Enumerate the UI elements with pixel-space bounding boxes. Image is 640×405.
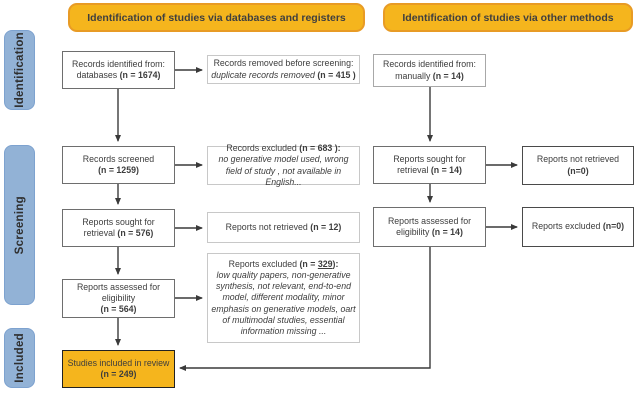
reports-assessed-line1: Reports assessed for — [76, 281, 161, 292]
right-excluded-count: (n=0) — [602, 221, 625, 232]
header-other-methods: Identification of studies via other methods — [383, 3, 633, 32]
studies-included-line1: Studies included in review — [67, 357, 170, 368]
right-reports-assessed-count: (n = 14) — [431, 227, 463, 237]
records-screened-count: (n = 1259) — [98, 165, 139, 175]
reports-assessed-box — [62, 279, 175, 318]
right-reports-sought-line2: retrieval — [397, 165, 431, 175]
right-not-retrieved-count: (n=0) — [567, 165, 589, 176]
records-removed-line1: Records removed before screening: — [213, 58, 354, 69]
reports-assessed-count: (n = 564) — [100, 304, 137, 315]
stage-screening-label: Screening — [13, 195, 26, 255]
records-excluded-reasons: no generative model used, wrong field of study , not available in English... — [218, 154, 349, 187]
records-identified-databases-box — [62, 51, 175, 89]
records-removed-box — [207, 55, 360, 84]
right-reports-assessed-line2: eligibility — [396, 227, 432, 237]
right-reports-sought-box — [373, 146, 486, 184]
reports-excluded-count-num: 329 — [317, 258, 333, 269]
reports-sought-line2: retrieval — [83, 228, 118, 238]
stage-screening — [4, 145, 35, 305]
manual-identified-line1: Records identified from: — [383, 59, 476, 70]
reports-not-retrieved-count: (n = 12) — [310, 221, 342, 232]
header-databases-registers: Identification of studies via databases and registers — [68, 3, 365, 32]
right-not-retrieved-label: Reports not retrieved — [536, 154, 620, 165]
reports-excluded-count-post: ): — [332, 258, 339, 269]
reports-sought-box — [62, 209, 175, 247]
reports-excluded-label: Reports excluded — [228, 258, 300, 269]
reports-sought-line1: Reports sought for — [82, 216, 155, 227]
records-excluded-count: (n = 683 ): — [299, 143, 341, 153]
stage-included-label: Included — [13, 333, 26, 383]
right-reports-sought-count: (n = 14) — [430, 165, 462, 175]
reports-excluded-box — [207, 253, 360, 343]
records-removed-reason: duplicate records removed — [211, 69, 318, 80]
stage-identification-label: Identification — [13, 32, 26, 108]
records-screened-box — [62, 146, 175, 184]
studies-included-count: (n = 249) — [100, 369, 137, 379]
right-excluded-label: Reports excluded — [531, 221, 603, 232]
records-excluded-box — [207, 143, 360, 187]
reports-not-retrieved-box — [207, 212, 360, 243]
right-reports-not-retrieved-box — [522, 146, 634, 185]
records-screened-line1: Records screened — [82, 153, 155, 164]
studies-included-box — [62, 350, 175, 388]
reports-excluded-reasons: low quality papers, non-generative synthesis, not relevant, end-to-end model, different modality, minor emphasis on generative models, oart of multimodal studies, essential information missing ... — [211, 269, 356, 337]
stage-identification — [4, 30, 35, 110]
reports-assessed-line2: eligibility — [101, 292, 136, 303]
stage-included — [4, 328, 35, 388]
records-identified-line2: databases — [76, 70, 120, 80]
right-reports-assessed-box — [373, 207, 486, 247]
right-reports-sought-line1: Reports sought for — [393, 153, 466, 164]
manual-identified-line2: manually — [395, 70, 433, 81]
right-reports-excluded-box — [522, 207, 634, 247]
reports-not-retrieved-label: Reports not retrieved — [225, 221, 311, 232]
records-identified-line1: Records identified from: — [72, 58, 165, 69]
records-identified-count: (n = 1674) — [119, 70, 161, 80]
records-excluded-line1: Records excluded — [226, 143, 300, 153]
reports-sought-count: (n = 576) — [117, 228, 154, 238]
reports-excluded-count-pre: (n = — [299, 258, 318, 269]
right-reports-assessed-line1: Reports assessed for — [387, 215, 472, 226]
records-identified-manually-box — [373, 54, 486, 87]
records-removed-count: (n = 415 ) — [317, 69, 356, 80]
manual-identified-count: (n = 14) — [432, 70, 464, 81]
